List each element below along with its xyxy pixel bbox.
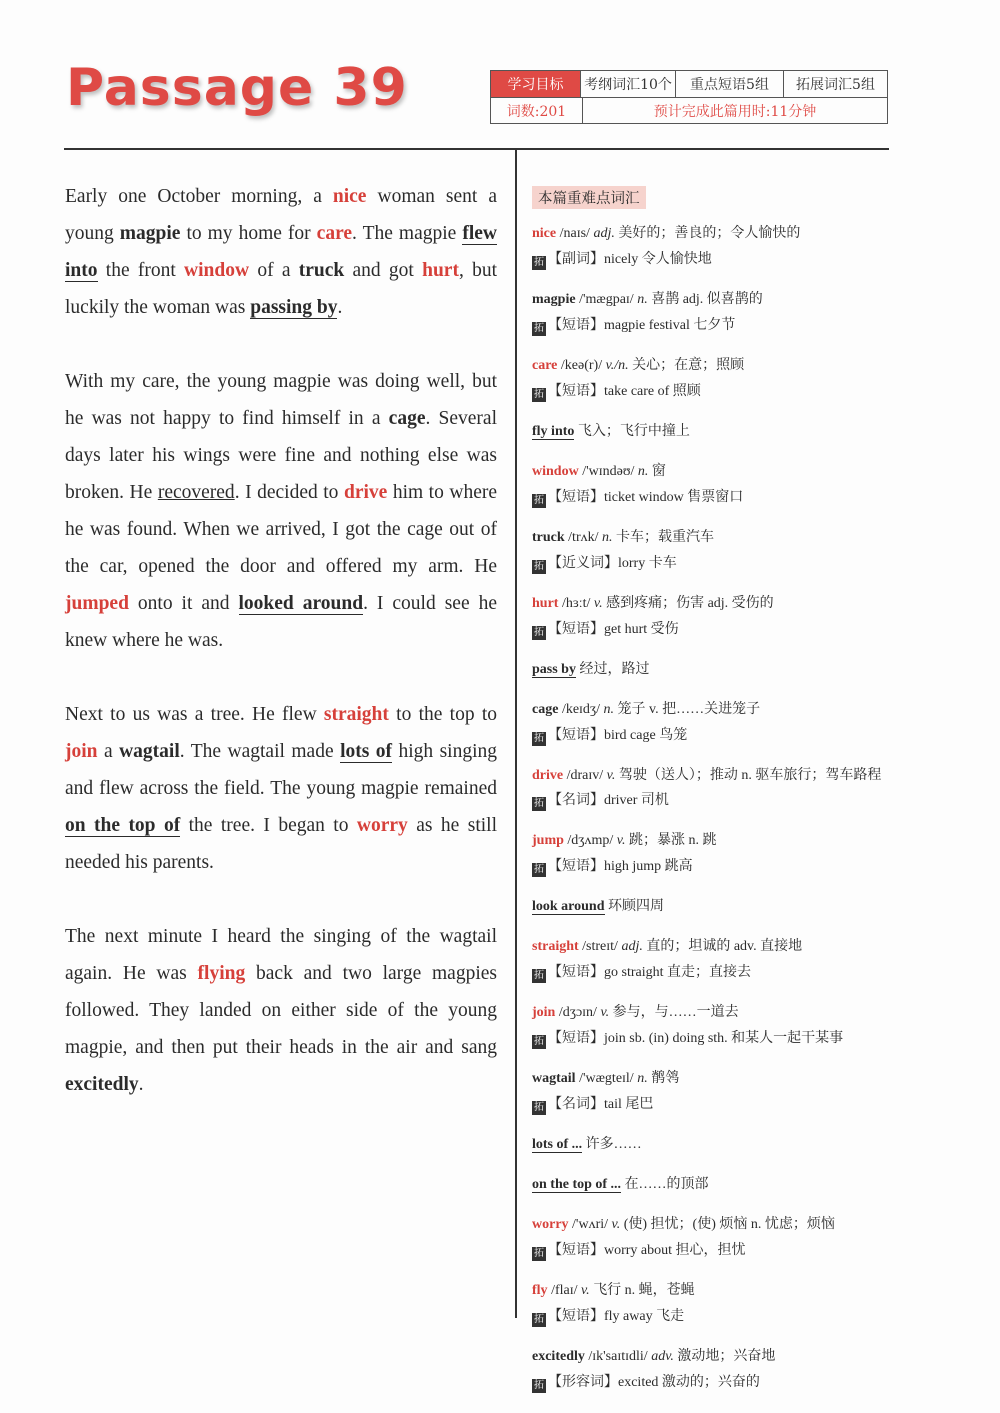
vocab-extension	[532, 1092, 882, 1118]
vocab-extension	[532, 617, 882, 643]
vocab-entries	[532, 221, 882, 1396]
vocab-meaning: 飞行 n. 蝇，苍蝇	[589, 1283, 695, 1298]
vocab-count: 考纲词汇10个	[581, 71, 676, 97]
vocab-pos: v.	[600, 1005, 610, 1020]
vocab-pos: adv.	[651, 1349, 674, 1364]
vocab-pos: n.	[637, 292, 648, 307]
paragraph-4: The next minute I heard the singing of the wagtail again. He was flying back and two large magpies followed. They landed on either side of the young magpie, and then put their heads in the air and sang excitedly.	[65, 926, 497, 1095]
vocab-meaning: 喜鹊 adj. 似喜鹊的	[647, 292, 763, 307]
column-divider	[515, 150, 517, 1318]
vocab-headline	[532, 287, 882, 313]
vocab-word: care	[532, 358, 558, 373]
extension-label: 【短语】	[548, 1309, 604, 1324]
vocab-word: window	[532, 464, 579, 479]
vocab-headline	[532, 1172, 882, 1198]
vocab-meaning: 激动地；兴奋地	[673, 1349, 776, 1364]
vocab-word: pass by	[532, 662, 576, 677]
extension-mark-icon: 拓	[534, 389, 544, 400]
extension-mark-icon: 拓	[534, 257, 544, 268]
vocab-pos: v./n.	[605, 358, 629, 373]
extension-label: 【短语】	[548, 1243, 604, 1258]
extension-mark-icon: 拓	[534, 1380, 544, 1391]
vocab-word: worry	[532, 1217, 569, 1232]
vocab-extension	[532, 551, 882, 577]
vocab-entry	[532, 1132, 882, 1158]
paragraph-1: Early one October morning, a nice woman sent a young magpie to my home for care. The magpie flew into the front window of a truck and got hurt, but luckily the woman was passing by.	[65, 186, 498, 318]
vocab-word: excitedly	[532, 1349, 585, 1364]
extension-label: 【短语】	[548, 318, 604, 333]
vocab-pos: v.	[581, 1283, 590, 1298]
extension-mark-icon: 拓	[534, 495, 544, 506]
vocab-headline	[532, 591, 882, 617]
extension-text: join sb. (in) doing sth. 和某人一起干某事	[604, 1031, 844, 1046]
extension-text: fly away 飞走	[604, 1309, 685, 1324]
vocab-headline	[532, 1278, 882, 1304]
vocab-pos: v.	[611, 1217, 621, 1232]
vocab-pronunciation: /streɪt/	[578, 939, 622, 954]
vocab-meaning: (使) 担忧；(使) 烦恼 n. 忧虑；烦恼	[620, 1217, 835, 1232]
extension-text: go straight 直走；直接去	[604, 965, 751, 980]
vocab-meaning: 直的；坦诚的 adv. 直接地	[642, 939, 803, 954]
extended-count: 拓展词汇5组	[796, 77, 875, 93]
vocab-pronunciation: /ɪk'saɪtɪdli/	[584, 1349, 652, 1364]
extension-mark-icon: 拓	[534, 864, 544, 875]
vocab-headline	[532, 1066, 882, 1092]
vocab-meaning: 跳；暴涨 n. 跳	[625, 833, 717, 848]
vocab-entry	[532, 1212, 882, 1264]
vocab-word: drive	[532, 768, 564, 783]
extension-mark-icon: 拓	[534, 561, 544, 572]
vocab-pos: adj.	[621, 939, 643, 954]
extension-text: excited 激动的；兴奋的	[618, 1375, 760, 1390]
vocab-meaning: 美好的；善良的；令人愉快的	[614, 226, 801, 241]
vocab-headline	[532, 894, 882, 920]
extension-text: bird cage 鸟笼	[604, 728, 688, 743]
vocab-word: hurt	[532, 596, 559, 611]
extension-label: 【短语】	[548, 1031, 604, 1046]
top-divider	[64, 148, 889, 150]
extension-label: 【形容词】	[548, 1375, 618, 1390]
vocab-pronunciation: /'wægteɪl/	[575, 1071, 638, 1086]
vocab-headline	[532, 657, 882, 683]
vocab-extension	[532, 960, 882, 986]
vocab-word: cage	[532, 702, 559, 717]
vocab-pronunciation: /hɜːt/	[558, 596, 594, 611]
vocab-headline	[532, 763, 882, 788]
vocab-meaning: 笼子 v. 把……关进笼子	[614, 702, 761, 717]
extension-label: 【短语】	[548, 859, 604, 874]
vocab-entry	[532, 525, 882, 577]
vocab-headline	[532, 828, 882, 854]
vocab-meaning: 关心；在意；照顾	[628, 358, 745, 373]
vocab-entry	[532, 697, 882, 749]
vocab-entry	[532, 353, 882, 405]
vocab-headline	[532, 1344, 882, 1370]
vocab-meaning: 参与，与……一道去	[609, 1005, 739, 1020]
vocab-meaning: 许多……	[582, 1137, 642, 1152]
extension-text: high jump 跳高	[604, 859, 693, 874]
extension-mark-icon: 拓	[534, 798, 544, 809]
paragraph-3: Next to us was a tree. He flew straight to the top to join a wagtail. The wagtail made lots of high singing and flew across the field. The young magpie remained on the top of the tree. I began to worry as he still needed his parents.	[65, 704, 498, 873]
vocab-entry	[532, 459, 882, 511]
vocab-meaning: 驾驶（送人）；推动 n. 驱车旅行；驾车路程	[615, 768, 882, 783]
extension-mark-icon: 拓	[534, 1102, 544, 1113]
vocab-headline	[532, 934, 882, 960]
paragraph-2: With my care, the young magpie was doing well, but he was not happy to find himself in a cage. Several days later his wings were fine and nothing else was broken. He recovered. I decided to drive him to where he was found. When we arrived, I got the cage out of the car, opened the door and offered my arm. He jumped onto it and looked around. I could see he knew where he was.	[65, 371, 498, 651]
vocab-word: nice	[532, 226, 557, 241]
vocab-entry	[532, 419, 882, 445]
vocab-entry	[532, 221, 882, 273]
vocab-word: look around	[532, 899, 605, 914]
goal-label: 学习目标	[491, 71, 581, 97]
extension-text: take care of 照顾	[604, 384, 701, 399]
vocab-pronunciation: /keə(r)/	[557, 358, 606, 373]
extension-label: 【短语】	[548, 965, 604, 980]
extension-label: 【近义词】	[548, 556, 618, 571]
vocab-word: wagtail	[532, 1071, 576, 1086]
vocab-entry	[532, 828, 882, 880]
vocab-pos: v.	[593, 596, 603, 611]
vocab-pos: n.	[637, 464, 649, 479]
vocab-meaning: 经过，路过	[575, 662, 650, 677]
vocab-headline	[532, 1000, 882, 1026]
vocab-pronunciation: /'mægpaɪ/	[575, 292, 638, 307]
vocab-entry	[532, 934, 882, 986]
vocab-headline	[532, 525, 882, 551]
vocab-word: join	[532, 1005, 556, 1020]
vocab-extension	[532, 1238, 882, 1264]
vocab-entry	[532, 1066, 882, 1118]
extension-text: driver 司机	[604, 793, 669, 808]
vocab-entry	[532, 657, 882, 683]
extension-label: 【名词】	[548, 793, 604, 808]
extension-text: lorry 卡车	[618, 556, 677, 571]
vocab-pos: n.	[602, 530, 613, 545]
extension-text: nicely 令人愉快地	[604, 252, 712, 267]
vocab-list	[532, 186, 882, 1410]
vocab-pronunciation: /naɪs/	[556, 226, 594, 241]
extension-text: get hurt 受伤	[604, 622, 679, 637]
vocab-word: jump	[532, 833, 564, 848]
info-table	[490, 70, 888, 124]
vocab-meaning: 窗	[648, 464, 666, 479]
vocab-word: lots of ...	[532, 1137, 583, 1152]
vocab-meaning: 飞入；飞行中撞上	[574, 424, 690, 439]
extension-label: 【副词】	[548, 252, 604, 267]
extension-mark-icon: 拓	[534, 627, 544, 638]
vocab-header: 本篇重难点词汇	[532, 186, 646, 209]
vocab-pos: v.	[606, 768, 616, 783]
vocab-extension	[532, 1304, 882, 1330]
vocab-headline	[532, 697, 882, 723]
vocab-entry	[532, 591, 882, 643]
vocab-headline	[532, 221, 882, 247]
extension-mark-icon: 拓	[534, 733, 544, 744]
passage-text	[65, 178, 497, 1140]
vocab-entry	[532, 763, 882, 814]
vocab-entry	[532, 1344, 882, 1396]
vocab-pos: n.	[637, 1071, 648, 1086]
vocab-pronunciation: /draɪv/	[563, 768, 607, 783]
vocab-headline	[532, 459, 882, 485]
vocab-pronunciation: /dʒʌmp/	[563, 833, 617, 848]
extension-mark-icon: 拓	[534, 970, 544, 981]
vocab-word: magpie	[532, 292, 576, 307]
vocab-headline	[532, 353, 882, 379]
extension-mark-icon: 拓	[534, 1314, 544, 1325]
vocab-word: on the top of ...	[532, 1177, 622, 1192]
vocab-meaning: 在……的顶部	[621, 1177, 709, 1192]
vocab-entry	[532, 1172, 882, 1198]
vocab-pos: v.	[616, 833, 626, 848]
time-estimate: 预计完成此篇用时:11分钟	[653, 103, 817, 120]
vocab-pronunciation: /'wɪndəʊ/	[578, 464, 638, 479]
extension-label: 【短语】	[548, 622, 604, 637]
extension-mark-icon: 拓	[534, 323, 544, 334]
info-row-top	[491, 71, 887, 97]
vocab-extension	[532, 723, 882, 749]
vocab-extension	[532, 485, 882, 511]
passage-title: Passage 39	[66, 58, 408, 118]
vocab-word: fly	[532, 1283, 548, 1298]
word-count: 词数:201	[491, 98, 583, 123]
vocab-pronunciation: /trʌk/	[564, 530, 603, 545]
vocab-extension	[532, 247, 882, 273]
vocab-pronunciation: /flaɪ/	[547, 1283, 581, 1298]
extension-label: 【短语】	[548, 384, 604, 399]
extension-text: worry about 担心，担忧	[604, 1243, 746, 1258]
vocab-extension	[532, 854, 882, 880]
vocab-word: fly into	[532, 424, 575, 439]
vocab-extension	[532, 313, 882, 339]
vocab-entry	[532, 1278, 882, 1330]
vocab-pronunciation: /keɪdʒ/	[558, 702, 604, 717]
vocab-meaning: 感到疼痛；伤害 adj. 受伤的	[602, 596, 774, 611]
extension-label: 【短语】	[548, 490, 604, 505]
vocab-entry	[532, 287, 882, 339]
vocab-pos: adj.	[593, 226, 615, 241]
vocab-extension	[532, 379, 882, 405]
vocab-pronunciation: /dʒɔɪn/	[555, 1005, 601, 1020]
extension-label: 【名词】	[548, 1097, 604, 1112]
extension-text: magpie festival 七夕节	[604, 318, 736, 333]
vocab-entry	[532, 1000, 882, 1052]
extension-mark-icon: 拓	[534, 1248, 544, 1259]
vocab-meaning: 鹡鸰	[647, 1071, 680, 1086]
extension-text: tail 尾巴	[604, 1097, 654, 1112]
vocab-word: straight	[532, 939, 579, 954]
vocab-extension	[532, 1370, 882, 1396]
info-row-bottom	[491, 97, 887, 123]
vocab-headline	[532, 1212, 882, 1238]
extension-mark-icon: 拓	[534, 1036, 544, 1047]
vocab-pos: n.	[603, 702, 615, 717]
vocab-pronunciation: /'wʌri/	[568, 1217, 612, 1232]
vocab-word: truck	[532, 530, 565, 545]
vocab-meaning: 卡车；载重汽车	[612, 530, 715, 545]
extension-text: ticket window 售票窗口	[604, 490, 744, 505]
phrase-count: 重点短语5组	[676, 71, 784, 97]
vocab-headline	[532, 1132, 882, 1158]
vocab-extension	[532, 1026, 882, 1052]
vocab-entry	[532, 894, 882, 920]
vocab-extension	[532, 788, 882, 814]
vocab-headline	[532, 419, 882, 445]
vocab-meaning: 环顾四周	[604, 899, 664, 914]
extension-label: 【短语】	[548, 728, 604, 743]
